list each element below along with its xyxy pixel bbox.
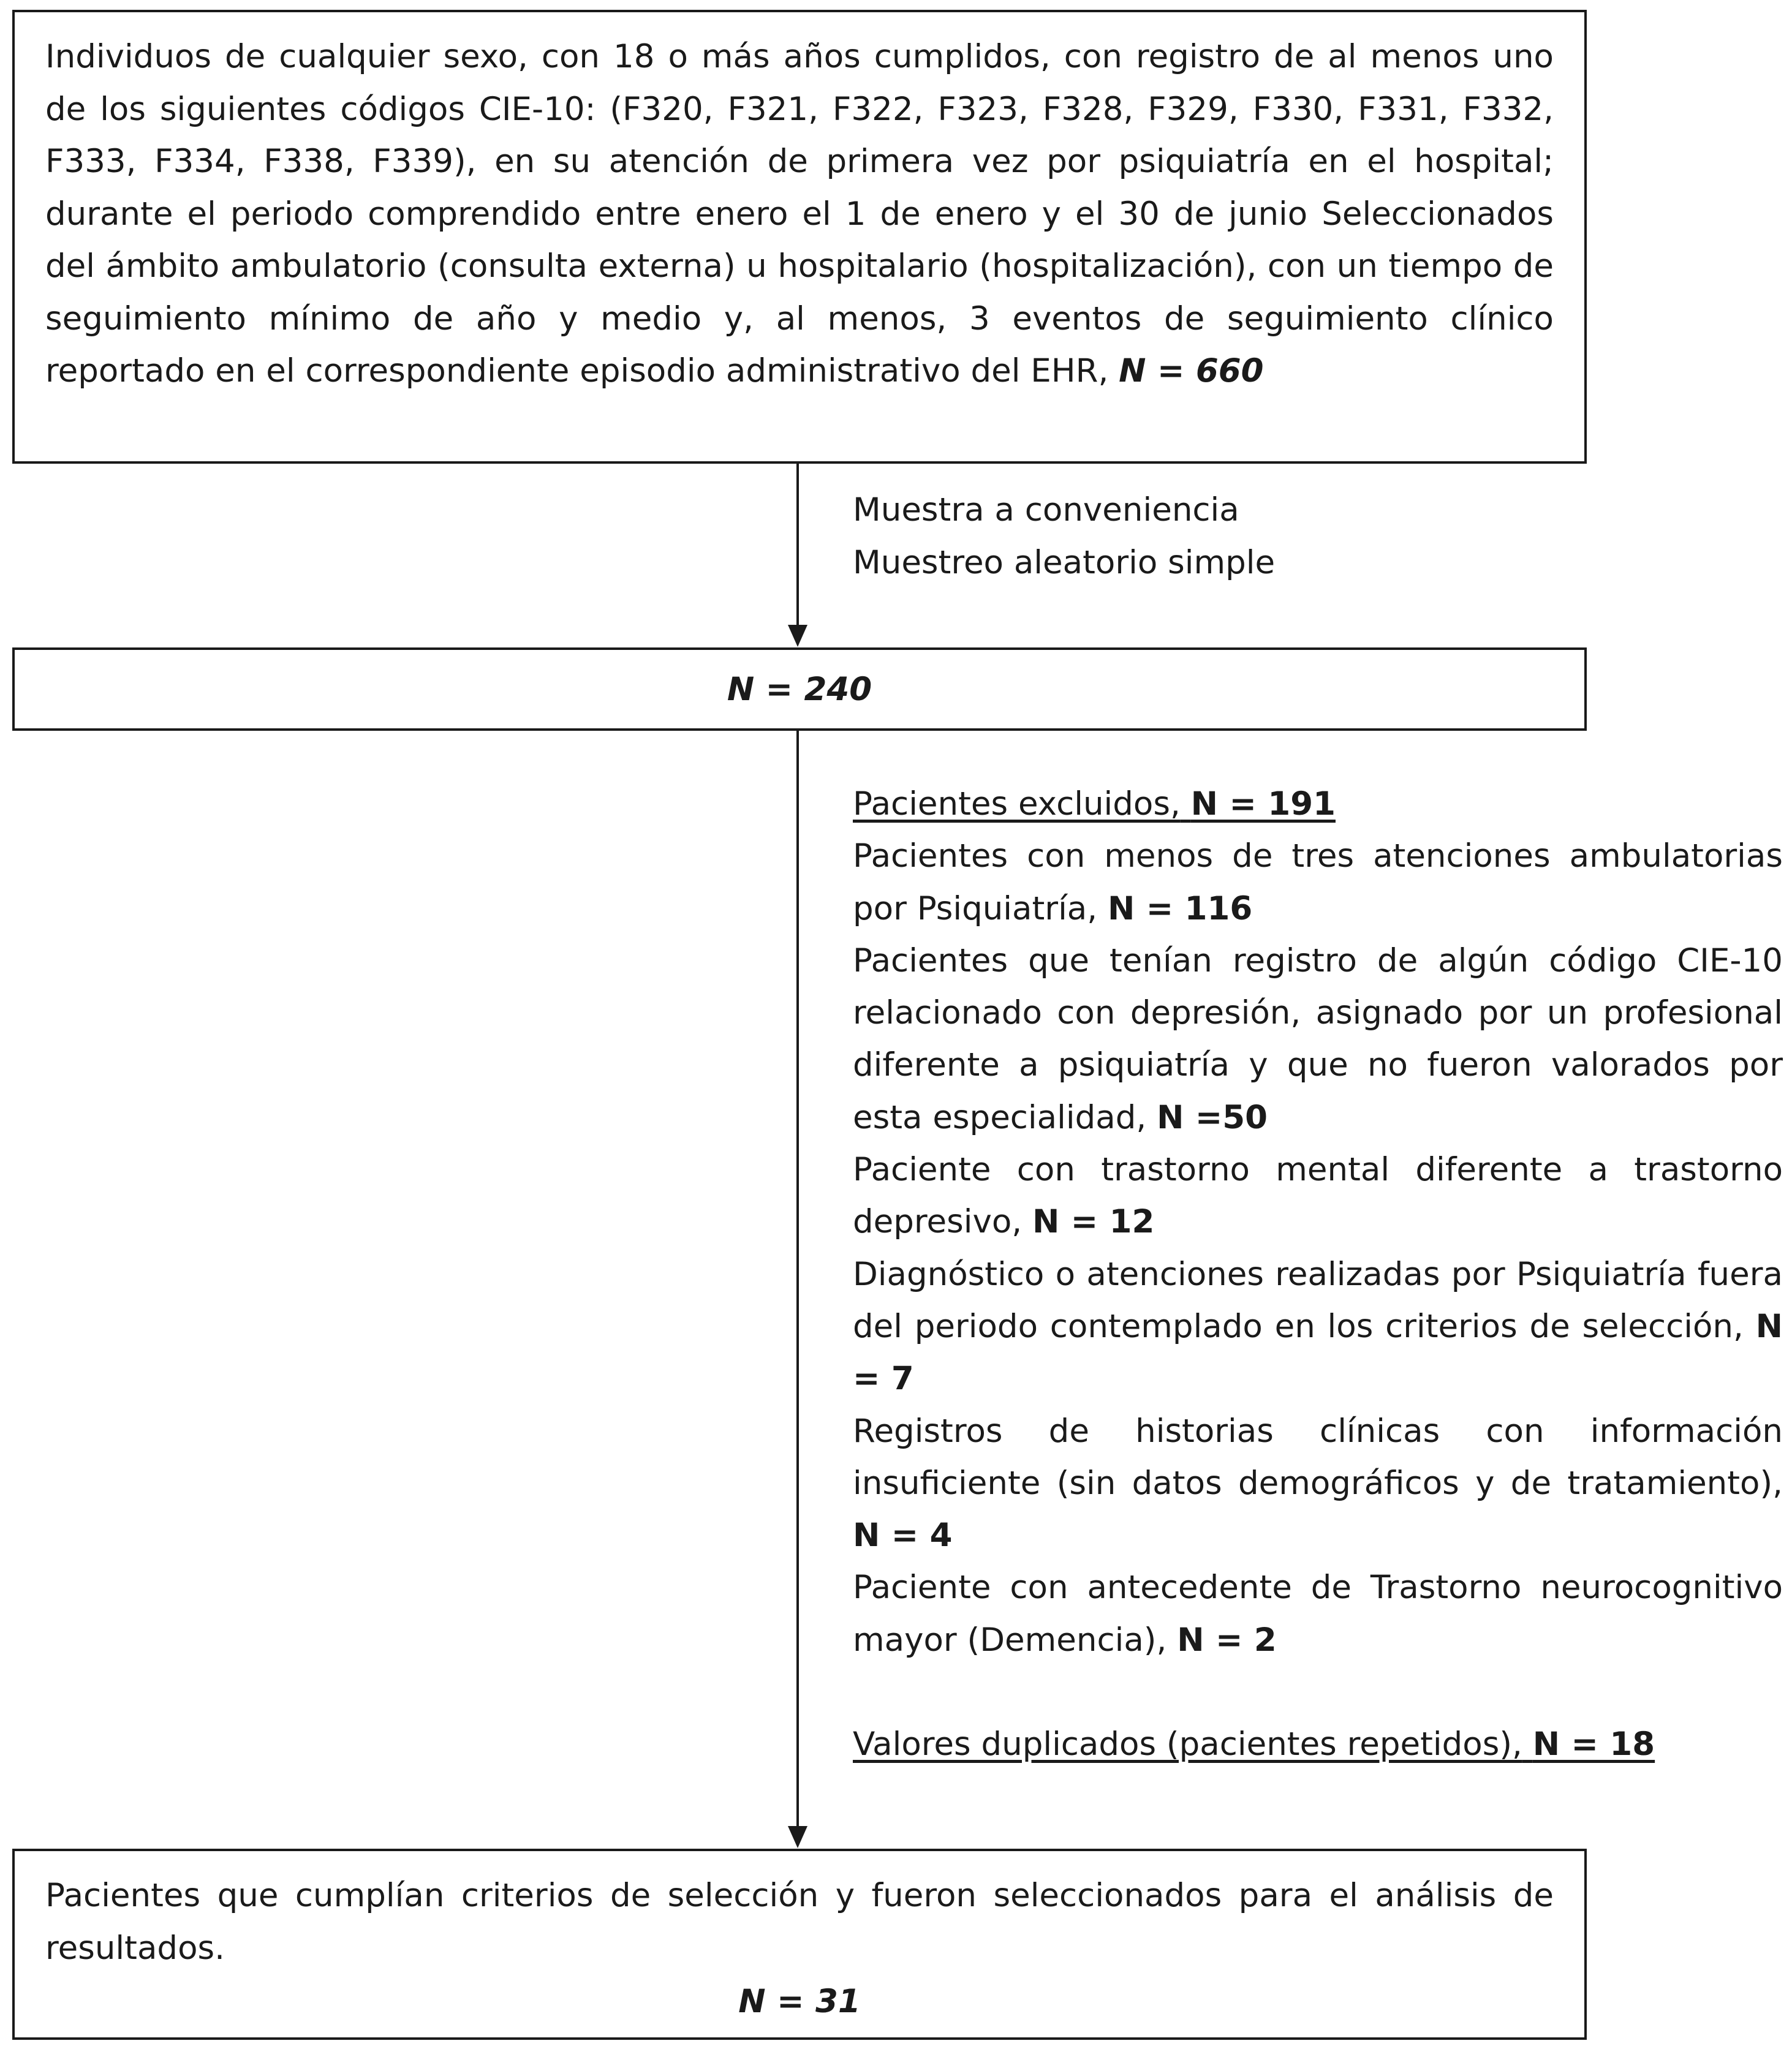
exclusion-item: Registros de historias clínicas con información insuficiente (sin datos demográficos y de tratamiento), N = 4 xyxy=(853,1412,1783,1555)
arrowhead-middle xyxy=(788,625,807,647)
arrowhead-bottom xyxy=(788,1826,807,1848)
final-selection-box xyxy=(12,1849,1587,2040)
sample-count: N = 240 xyxy=(727,670,872,708)
inclusion-criteria-description: Individuos de cualquier sexo, con 18 o más años cumplidos, con registro de al menos uno de los siguientes códigos CIE-10: (F320, F321, F322, F323, F328, F329, F330, F331, F332, F333, F334, F338, F339), en su atención de primera vez por psiquiatría en el hospital; durante el periodo comprendido entre enero el 1 de enero y el 30 de junio Seleccionados del ámbito ambulatorio (consulta externa) u hospitalario (hospitalización), con un tiempo de seguimiento mínimo de año y medio y, al menos, 3 eventos de seguimiento clínico reportado en el correspondiente episodio administrativo del EHR, xyxy=(45,38,1554,390)
inclusion-criteria-text xyxy=(45,31,1554,398)
final-count: N = 31 xyxy=(738,1983,861,2020)
exclusion-item: Pacientes que tenían registro de algún código CIE-10 relacionado con depresión, asignado por un profesional diferente a psiquiatría y que no fueron valorados por esta especialidad, N =50 xyxy=(853,941,1783,1136)
final-selection-text: Pacientes que cumplían criterios de selección y fueron seleccionados para el análisis de resultados. xyxy=(45,1877,1554,1967)
exclusion-item: Paciente con trastorno mental diferente a trastorno depresivo, N = 12 xyxy=(853,1151,1783,1241)
duplicates-line: Valores duplicados (pacientes repetidos), N = 18 xyxy=(853,1726,1655,1764)
exclusions-total: N = 191 xyxy=(1190,785,1336,823)
exclusion-item: Pacientes con menos de tres atenciones ambulatorias por Psiquiatría, N = 116 xyxy=(853,837,1783,927)
exclusion-item: Diagnóstico o atenciones realizadas por Psiquiatría fuera del periodo contemplado en los criterios de selección, N = 7 xyxy=(853,1255,1783,1398)
initial-count: N = 660 xyxy=(1119,352,1264,390)
inclusion-criteria-box xyxy=(12,10,1587,464)
exclusions-heading-label: Pacientes excluidos, N = 191 xyxy=(853,785,1336,823)
sample-box xyxy=(12,647,1587,731)
duplicates-count: N = 18 xyxy=(1532,1726,1655,1764)
sampling-method xyxy=(853,484,1275,589)
exclusion-item: Paciente con antecedente de Trastorno neurocognitivo mayor (Demencia), N = 2 xyxy=(853,1569,1783,1659)
sampling-line-random: Muestreo aleatorio simple xyxy=(853,544,1276,581)
sampling-line-convenience: Muestra a conveniencia xyxy=(853,491,1239,529)
exclusions-heading xyxy=(853,778,1783,830)
exclusions-list xyxy=(853,778,1783,1770)
